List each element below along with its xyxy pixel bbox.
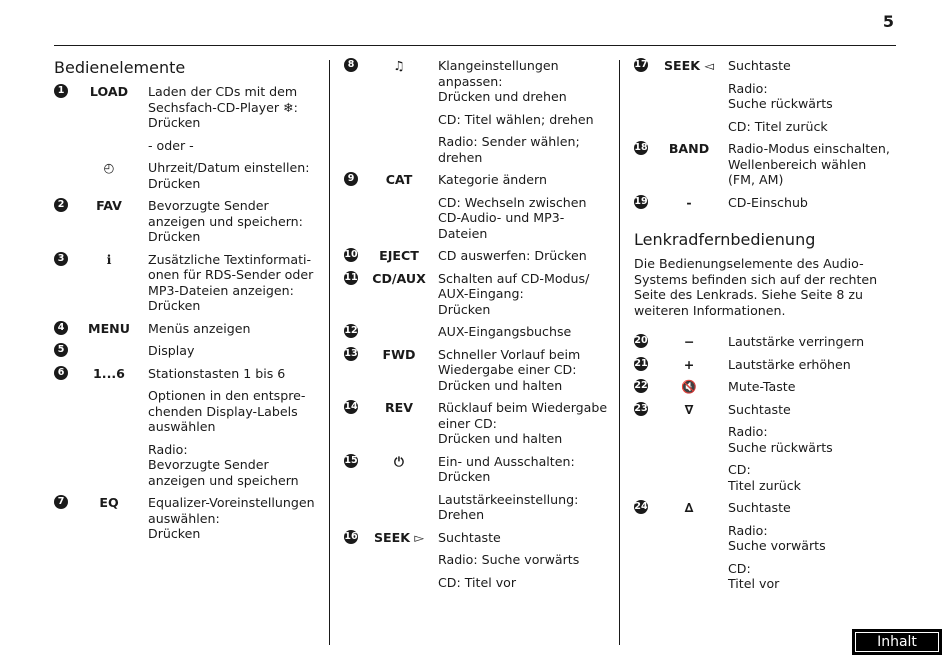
control-item bbox=[344, 172, 612, 241]
description-line: Radio-Modus einschalten, Wellenbereich wählen (FM, AM) bbox=[728, 141, 890, 187]
description-line: Optionen in den entspre-chenden Display-Labels auswählen bbox=[148, 388, 306, 434]
control-description bbox=[728, 402, 896, 494]
item-number-badge: 7 bbox=[54, 495, 68, 509]
control-description bbox=[148, 343, 320, 359]
control-key-label: ◴ bbox=[103, 160, 115, 175]
column-3 bbox=[634, 58, 896, 599]
control-key-label: FAV bbox=[96, 198, 122, 213]
description-line: Radio: Suche rückwärts bbox=[728, 424, 833, 455]
description-line: Equalizer-Voreinstellungen auswählen: Drücken bbox=[148, 495, 315, 541]
control-key-label: ℹ bbox=[106, 251, 112, 267]
description-line: Radio: Suche vorwärts bbox=[438, 552, 580, 567]
control-key-label: LOAD bbox=[89, 84, 129, 99]
control-item bbox=[54, 321, 320, 337]
control-item bbox=[54, 495, 320, 542]
control-key-label: 🔇 bbox=[681, 379, 697, 394]
description-line: Schalten auf CD-Modus/ AUX-Eingang: Drücken bbox=[438, 270, 590, 317]
description-line: Laden der CDs mit dem Sechsfach-CD-Player ❄: Drücken bbox=[148, 84, 298, 130]
control-description bbox=[728, 334, 896, 350]
control-item bbox=[634, 141, 896, 188]
intro-text: Die Bedienungselemente des Audio-Systems befinden sich auf der rechten Seite des Lenkrads. Siehe Seite 8 zu weiteren Informationen. bbox=[634, 256, 878, 318]
description-line: Uhrzeit/Datum einstellen: Drücken bbox=[148, 160, 310, 191]
control-description bbox=[438, 454, 612, 523]
control-key-label: CAT bbox=[385, 172, 413, 187]
control-item bbox=[54, 160, 320, 191]
section-title-lenkradfernbedienung: Lenkradfernbedienung bbox=[634, 230, 816, 249]
section-title-bedienelemente: Bedienelemente bbox=[54, 58, 186, 77]
control-description bbox=[438, 347, 612, 394]
control-item bbox=[54, 84, 320, 153]
control-item bbox=[634, 402, 896, 494]
item-number-badge: 6 bbox=[54, 366, 68, 380]
item-number-badge: 23 bbox=[634, 402, 648, 414]
control-key-label: EJECT bbox=[379, 248, 419, 263]
control-key-label: EQ bbox=[99, 495, 119, 510]
description-line: CD-Einschub bbox=[728, 194, 808, 210]
controls-list-2 bbox=[344, 58, 612, 590]
item-number-badge: 12 bbox=[344, 325, 358, 336]
description-line: Suchtaste bbox=[728, 58, 791, 73]
control-item bbox=[344, 248, 612, 264]
item-number-badge: 17 bbox=[634, 59, 648, 70]
description-line: Lautstärke verringern bbox=[728, 334, 865, 349]
description-line: Lautstärke erhöhen bbox=[728, 356, 851, 372]
description-line: - oder - bbox=[148, 137, 194, 153]
control-description bbox=[148, 252, 320, 314]
description-line: Radio: Suche rückwärts bbox=[728, 80, 833, 111]
control-item bbox=[344, 271, 612, 318]
control-key-label: CD/AUX bbox=[372, 270, 426, 286]
control-item bbox=[344, 324, 612, 340]
control-key-label: ♫ bbox=[393, 58, 405, 73]
control-item bbox=[634, 58, 896, 134]
control-key-label: FWD bbox=[382, 346, 416, 362]
top-rule bbox=[54, 45, 896, 46]
item-number-badge: 9 bbox=[344, 172, 358, 186]
description-line: Radio: Bevorzugte Sender anzeigen und speichern bbox=[148, 441, 299, 488]
control-item bbox=[344, 454, 612, 523]
item-number-badge: 8 bbox=[344, 58, 358, 72]
column-divider-2 bbox=[619, 60, 620, 645]
item-number-badge: 15 bbox=[344, 454, 358, 466]
controls-list-1 bbox=[54, 84, 320, 542]
control-item bbox=[634, 334, 896, 350]
control-description bbox=[148, 321, 320, 337]
item-number-badge: 13 bbox=[344, 347, 358, 359]
item-number-badge: 4 bbox=[54, 321, 68, 335]
control-item bbox=[634, 379, 896, 395]
control-description bbox=[438, 324, 612, 340]
description-line: Zusätzliche Textinformati-onen für RDS-Sender oder MP3-Dateien anzeigen: Drücken bbox=[148, 251, 314, 313]
description-line: Display bbox=[148, 343, 195, 358]
page-number: 5 bbox=[882, 12, 894, 31]
description-line: CD: Titel vor bbox=[728, 560, 780, 591]
control-key-label: MENU bbox=[88, 320, 130, 336]
item-number-badge: 18 bbox=[634, 142, 648, 153]
control-description bbox=[728, 357, 896, 373]
control-item bbox=[344, 530, 612, 591]
control-key-label: SEEK ◅ bbox=[663, 58, 715, 73]
column-2 bbox=[344, 58, 612, 597]
control-description bbox=[438, 172, 612, 241]
control-description bbox=[438, 400, 612, 447]
control-item bbox=[344, 347, 612, 394]
column-1 bbox=[54, 58, 320, 549]
item-number-badge: 16 bbox=[344, 530, 358, 542]
control-item bbox=[54, 343, 320, 359]
control-key-label: - bbox=[686, 194, 692, 210]
control-description bbox=[728, 141, 896, 188]
control-description bbox=[148, 198, 320, 245]
description-line: Schneller Vorlauf beim Wiedergabe einer CD: Drücken und halten bbox=[438, 346, 581, 393]
control-description bbox=[728, 195, 896, 211]
control-key-label: ⏻ bbox=[394, 453, 404, 469]
item-number-badge: 14 bbox=[344, 401, 358, 412]
description-line: Stationstasten 1 bis 6 bbox=[148, 365, 286, 381]
item-number-badge: 22 bbox=[634, 380, 648, 391]
control-description bbox=[438, 58, 612, 165]
controls-list-3 bbox=[634, 58, 896, 210]
control-item bbox=[54, 252, 320, 314]
control-key-label: − bbox=[683, 334, 695, 349]
description-line: Rücklauf beim Wiedergabe einer CD: Drücken und halten bbox=[438, 400, 608, 446]
description-line: CD auswerfen: Drücken bbox=[438, 248, 587, 263]
item-number-badge: 2 bbox=[54, 198, 68, 212]
description-line: CD: Titel wählen; drehen bbox=[438, 111, 594, 127]
description-line: CD: Titel zurück bbox=[728, 118, 828, 134]
description-line: Ein- und Ausschalten: Drücken bbox=[438, 453, 575, 484]
control-key-label: REV bbox=[384, 400, 414, 415]
item-number-badge: 21 bbox=[634, 357, 648, 369]
item-number-badge: 3 bbox=[54, 252, 68, 266]
description-line: Radio: Sender wählen; drehen bbox=[438, 134, 580, 165]
control-item bbox=[344, 58, 612, 165]
control-item bbox=[634, 195, 896, 211]
description-line: CD: Wechseln zwischen CD-Audio- und MP3-Dateien bbox=[438, 194, 587, 241]
description-line: Bevorzugte Sender anzeigen und speichern: Drücken bbox=[148, 198, 303, 244]
control-key-label: 1...6 bbox=[93, 365, 125, 381]
column-divider-1 bbox=[329, 60, 330, 645]
description-line: Radio: Suche vorwärts bbox=[728, 522, 826, 553]
control-description bbox=[438, 248, 612, 264]
control-description bbox=[148, 160, 320, 191]
control-item bbox=[634, 500, 896, 592]
control-description bbox=[728, 379, 896, 395]
item-number-badge: 5 bbox=[54, 343, 68, 357]
control-key-label: + bbox=[683, 356, 695, 372]
description-line: Lautstärkeeinstellung: Drehen bbox=[438, 491, 579, 522]
control-description bbox=[728, 500, 896, 592]
control-item bbox=[344, 400, 612, 447]
control-key-label: SEEK ▻ bbox=[373, 529, 425, 545]
description-line: Menüs anzeigen bbox=[148, 320, 251, 336]
item-number-badge: 19 bbox=[634, 195, 648, 207]
control-description bbox=[438, 271, 612, 318]
control-item bbox=[54, 366, 320, 489]
description-line: Klangeinstellungen anpassen: Drücken und drehen bbox=[438, 58, 567, 104]
item-number-badge: 11 bbox=[344, 271, 358, 283]
control-description bbox=[438, 530, 612, 591]
control-item bbox=[634, 357, 896, 373]
description-line: CD: Titel vor bbox=[438, 574, 517, 590]
description-line: CD: Titel zurück bbox=[728, 462, 801, 493]
item-number-badge: 10 bbox=[344, 249, 358, 260]
description-line: Suchtaste bbox=[728, 401, 791, 417]
control-description bbox=[148, 84, 320, 153]
control-description bbox=[728, 58, 896, 134]
inhalt-button[interactable]: Inhalt bbox=[852, 629, 942, 655]
control-description bbox=[148, 366, 320, 489]
control-item bbox=[54, 198, 320, 245]
control-key-label: ∇ bbox=[684, 401, 694, 417]
item-number-badge: 1 bbox=[54, 84, 68, 98]
control-key-label: BAND bbox=[668, 141, 710, 156]
control-key-label: ∆ bbox=[684, 500, 694, 515]
description-line: Mute-Taste bbox=[728, 379, 796, 394]
description-line: Kategorie ändern bbox=[438, 172, 547, 187]
control-description bbox=[148, 495, 320, 542]
controls-list-4 bbox=[634, 334, 896, 592]
item-number-badge: 20 bbox=[634, 335, 648, 346]
description-line: AUX-Eingangsbuchse bbox=[438, 324, 572, 339]
description-line: Suchtaste bbox=[438, 529, 501, 545]
item-number-badge: 24 bbox=[634, 501, 648, 512]
description-line: Suchtaste bbox=[728, 500, 791, 515]
